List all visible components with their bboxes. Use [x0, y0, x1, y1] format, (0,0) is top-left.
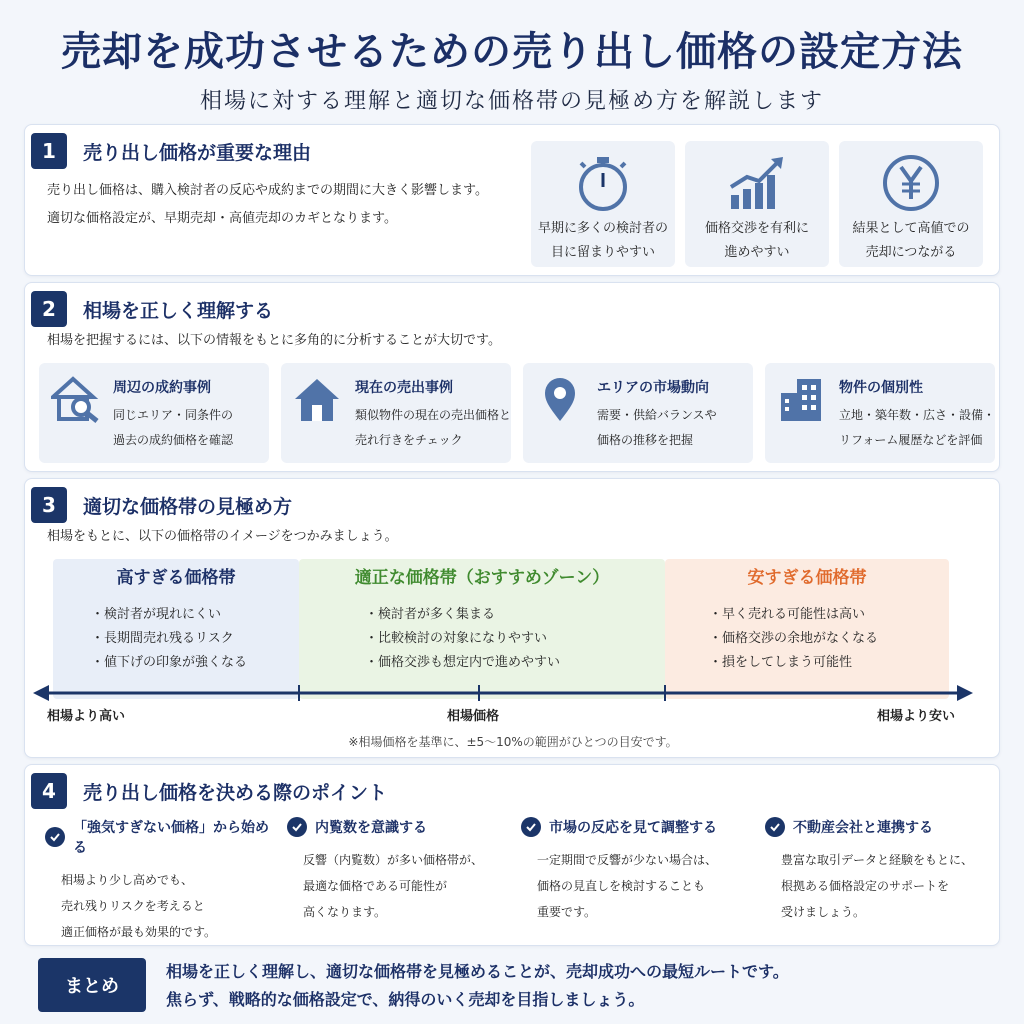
location-pin-icon: [535, 375, 585, 425]
market-tile: エリアの市場動向 需要・供給バランスや 価格の推移を把握: [523, 363, 753, 463]
section-title: 相場を正しく理解する: [83, 299, 274, 322]
market-tile: 周辺の成約事例 同じエリア・同条件の 過去の成約価格を確認: [39, 363, 269, 463]
house-icon: [293, 375, 343, 425]
section-number: 4: [31, 773, 67, 809]
section-market: [24, 282, 1000, 472]
check-icon: [521, 817, 541, 837]
section-intro: 相場を把握するには、以下の情報をもとに多角的に分析することが大切です。: [47, 333, 501, 348]
check-icon: [45, 827, 65, 847]
summary-text: 相場を正しく理解し、適切な価格帯を見極めることが、売却成功への最短ルートです。 焦らず、戦略的な価格設定で、納得のいく売却を目指しましょう。: [166, 962, 789, 1009]
page-subtitle: 相場に対する理解と適切な価格帯の見極め方を解説します: [199, 89, 824, 114]
axis-label-left: 相場より高い: [47, 709, 126, 724]
market-tile: 物件の個別性 立地・築年数・広さ・設備・ リフォーム履歴などを評価: [765, 363, 995, 463]
check-icon: [765, 817, 785, 837]
axis-label-center: 相場価格: [447, 709, 500, 724]
building-icon: [777, 375, 827, 425]
section-number: 1: [31, 133, 67, 169]
axis-label-right: 相場より安い: [877, 709, 956, 724]
section-title: 売り出し価格が重要な理由: [83, 141, 312, 164]
price-axis: [33, 681, 973, 705]
section-body: 売り出し価格は、購入検討者の反応や成約までの期間に大きく影響します。 適切な価格設定が、早期売却・高値売却のカギとなります。: [47, 183, 488, 226]
benefit-tile: 早期に多くの検討者の 目に留まりやすい: [531, 141, 675, 267]
market-tile: 現在の売出事例 類似物件の現在の売出価格と 売れ行きをチェック: [281, 363, 511, 463]
section-points: [24, 764, 1000, 946]
zone-fair: 適正な価格帯（おすすめゾーン） ・検討者が多く集まる ・比較検討の対象になりやすい ・価格交渉も想定内で進めやすい: [299, 559, 665, 699]
section-title: 適切な価格帯の見極め方: [83, 495, 293, 518]
section-price-range: [24, 478, 1000, 758]
range-note: ※相場価格を基準に、±5〜10%の範囲がひとつの目安です。: [348, 735, 678, 749]
check-icon: [287, 817, 307, 837]
section-number: 2: [31, 291, 67, 327]
page-title: 売却を成功させるための売り出し価格の設定方法: [61, 29, 963, 75]
section-title: 売り出し価格を決める際のポイント: [83, 781, 388, 804]
point-item: 内覧数を意識する 反響（内覧数）が多い価格帯が、 最適な価格である可能性が 高くなります。: [287, 817, 517, 925]
benefit-tile: 価格交渉を有利に 進めやすい: [685, 141, 829, 267]
point-item: 不動産会社と連携する 豊富な取引データと経験をもとに、 根拠ある価格設定のサポートを 受けましょう。: [765, 817, 995, 925]
section-number: 3: [31, 487, 67, 523]
section-intro: 相場をもとに、以下の価格帯のイメージをつかみましょう。: [47, 529, 398, 544]
summary-label: まとめ: [38, 958, 146, 1012]
stopwatch-icon: [573, 153, 633, 213]
point-item: 市場の反応を見て調整する 一定期間で反響が少ない場合は、 価格の見直しを検討することも 重要です。: [521, 817, 751, 925]
section-importance: [24, 124, 1000, 276]
yen-icon: [881, 153, 941, 213]
point-item: 「強気すぎない価格」から始める 相場より少し高めでも、 売れ残りリスクを考えると 適正価格が最も効果的です。: [45, 817, 275, 945]
rising-chart-icon: [727, 153, 787, 213]
house-search-icon: [51, 375, 101, 425]
zone-too-low: 安すぎる価格帯 ・早く売れる可能性は高い ・価格交渉の余地がなくなる ・損をしてしまう可能性: [665, 559, 949, 699]
benefit-tile: 結果として高値での 売却につながる: [839, 141, 983, 267]
zone-too-high: 高すぎる価格帯 ・検討者が現れにくい ・長期間売れ残るリスク ・値下げの印象が強くなる: [53, 559, 299, 699]
